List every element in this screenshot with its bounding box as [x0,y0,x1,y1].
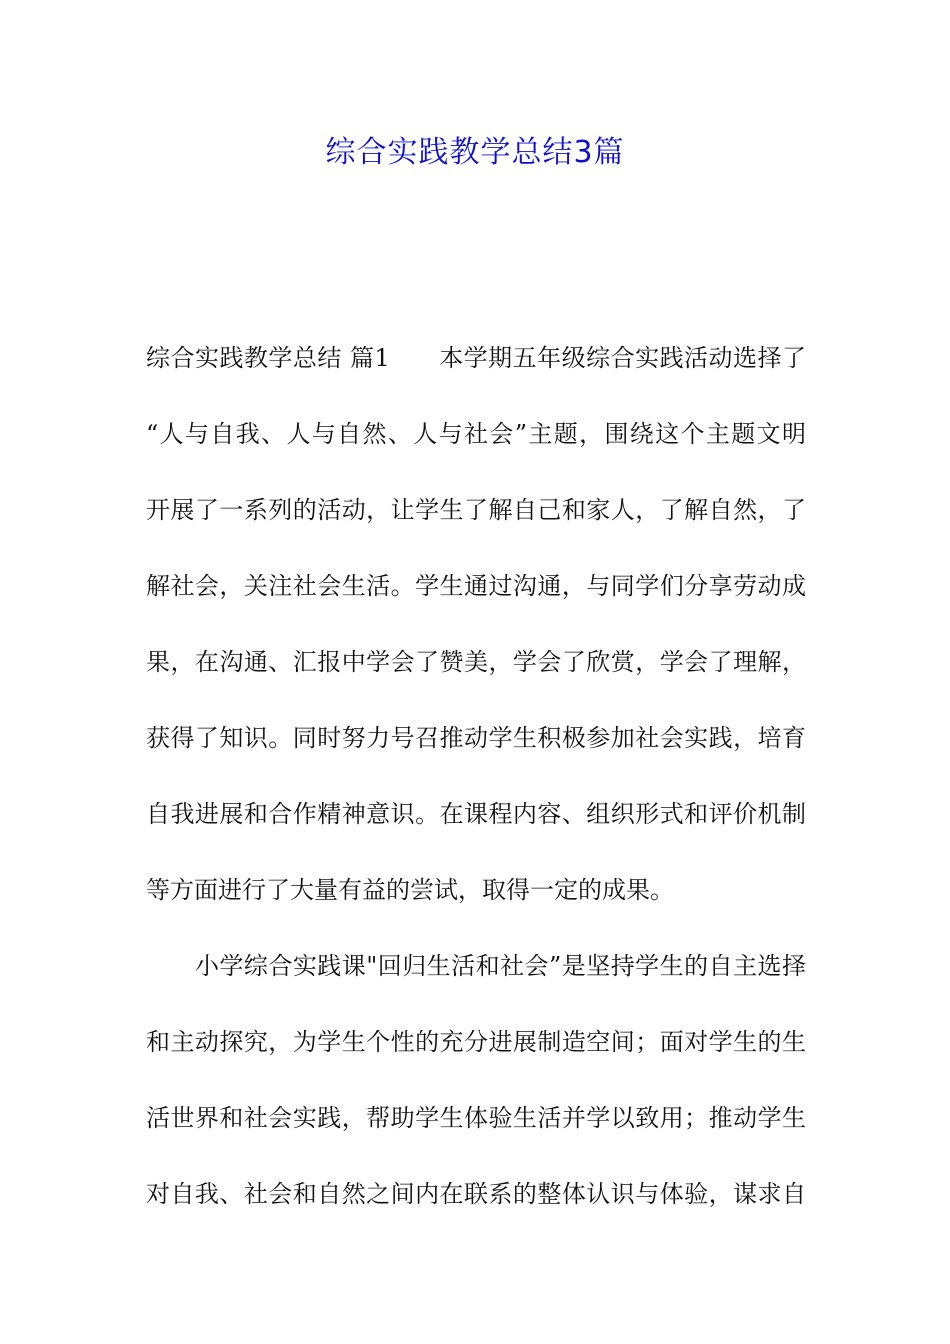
body-line-2: “人与自我、人与自然、人与社会”主题，围绕这个主题文明 [146,420,806,448]
body-line-7: 自我进展和合作精神意识。在课程内容、组织形式和评价机制 [146,800,806,828]
body-line-4: 解社会，关注社会生活。学生通过沟通，与同学们分享劳动成 [146,572,806,600]
document-title: 综合实践教学总结3篇 [325,135,625,170]
body-line-10: 和主动探究，为学生个性的充分进展制造空间；面对学生的生 [146,1028,806,1056]
body-line-12: 对自我、社会和自然之间内在联系的整体认识与体验，谋求自 [146,1180,806,1208]
body-line-6: 获得了知识。同时努力号召推动学生积极参加社会实践，培育 [146,724,806,752]
body-line-11: 活世界和社会实践，帮助学生体验生活并学以致用；推动学生 [146,1104,806,1132]
body-line-8: 等方面进行了大量有益的尝试，取得一定的成果。 [146,876,674,904]
body-line-9: 小学综合实践课"回归生活和社会”是坚持学生的自主选择 [146,952,806,980]
body-line-5: 果，在沟通、汇报中学会了赞美，学会了欣赏，学会了理解， [146,648,806,676]
body-line-3: 开展了一系列的活动，让学生了解自己和家人，了解自然，了 [146,496,806,524]
body-line-1: 综合实践教学总结 篇1 本学期五年级综合实践活动选择了 [146,344,806,372]
